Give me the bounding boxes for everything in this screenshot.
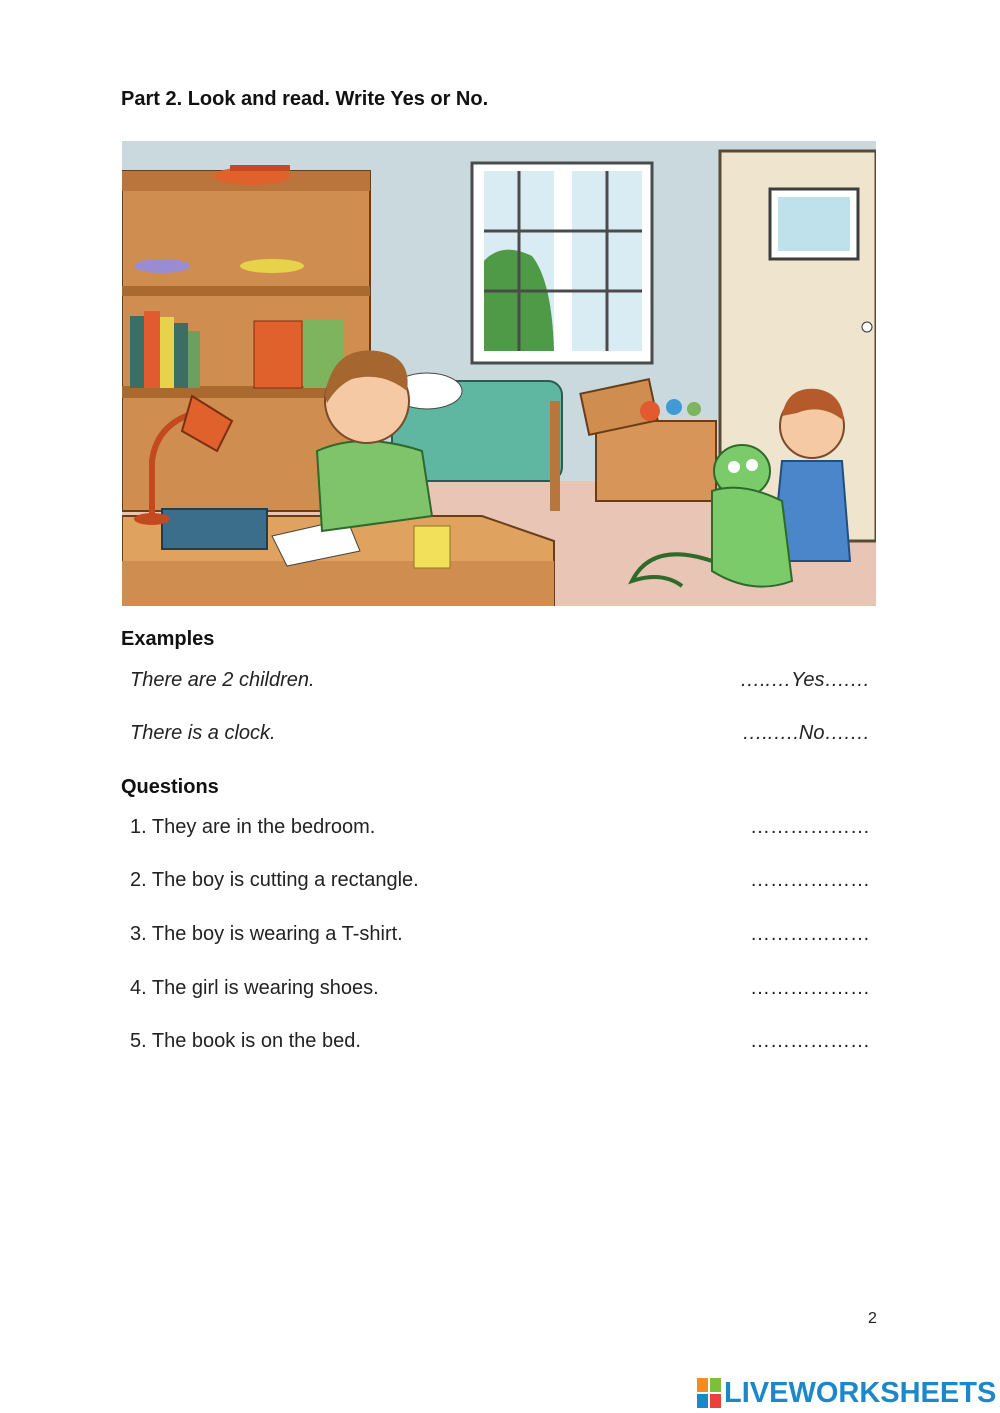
answer-blank[interactable]: ……………… <box>750 816 870 838</box>
example-row <box>130 669 870 697</box>
answer-blank[interactable]: ……………… <box>750 977 870 999</box>
liveworksheets-logo-icon <box>697 1378 721 1408</box>
example-answer: …..….No….… <box>742 722 870 744</box>
example-row <box>130 722 870 750</box>
question-row <box>130 869 870 897</box>
question-statement: 2. The boy is cutting a rectangle. <box>130 869 419 891</box>
question-statement: 4. The girl is wearing shoes. <box>130 977 379 999</box>
question-statement: 3. The boy is wearing a T-shirt. <box>130 923 403 945</box>
question-row <box>130 977 870 1005</box>
answer-blank[interactable]: ……………… <box>750 1030 870 1052</box>
worksheet-title: Part 2. Look and read. Write Yes or No. <box>121 88 489 110</box>
liveworksheets-brand <box>697 1376 996 1410</box>
window <box>472 163 652 363</box>
page-number: 2 <box>868 1310 877 1327</box>
bedroom-illustration <box>122 141 876 606</box>
example-statement: There are 2 children. <box>130 669 315 691</box>
brand-name: LIVEWORKSHEETS <box>724 1376 997 1409</box>
example-statement: There is a clock. <box>130 722 276 744</box>
question-statement: 5. The book is on the bed. <box>130 1030 361 1052</box>
answer-blank[interactable]: ……………… <box>750 923 870 945</box>
answer-blank[interactable]: ……………… <box>750 869 870 891</box>
question-statement: 1. They are in the bedroom. <box>130 816 376 838</box>
example-answer: …..…Yes….… <box>739 669 870 691</box>
examples-heading: Examples <box>121 628 215 650</box>
questions-heading: Questions <box>121 776 219 798</box>
question-row <box>130 816 870 844</box>
question-row <box>130 923 870 951</box>
question-row <box>130 1030 870 1058</box>
